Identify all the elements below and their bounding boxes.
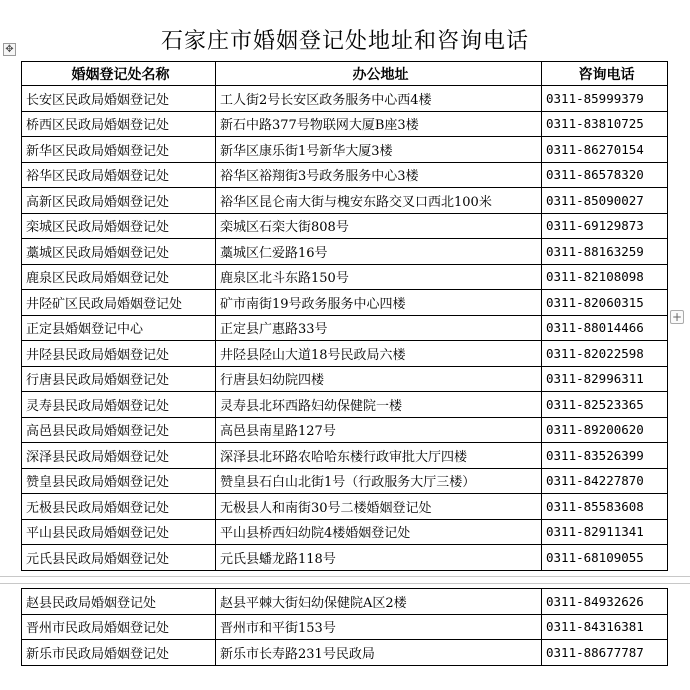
- cell-office-name: 鹿泉区民政局婚姻登记处: [22, 264, 216, 290]
- cell-address: 裕华区昆仑南大街与槐安东路交叉口西北100米: [216, 188, 542, 214]
- cell-phone: 0311-86578320: [542, 162, 668, 188]
- cell-phone: 0311-85583608: [542, 494, 668, 520]
- cell-phone: 0311-83526399: [542, 443, 668, 469]
- cell-address: 新石中路377号物联网大厦B座3楼: [216, 111, 542, 137]
- cell-phone: 0311-82911341: [542, 519, 668, 545]
- cell-phone: 0311-84227870: [542, 468, 668, 494]
- cell-office-name: 藁城区民政局婚姻登记处: [22, 239, 216, 265]
- cell-phone: 0311-68109055: [542, 545, 668, 571]
- cell-office-name: 长安区民政局婚姻登记处: [22, 86, 216, 112]
- table-row: [22, 264, 668, 290]
- cell-phone: 0311-88677787: [542, 640, 668, 666]
- cell-phone: 0311-83810725: [542, 111, 668, 137]
- table-row: [22, 468, 668, 494]
- table-row: [22, 417, 668, 443]
- registry-table-continued: [21, 588, 668, 666]
- cell-office-name: 栾城区民政局婚姻登记处: [22, 213, 216, 239]
- cell-address: 井陉县陉山大道18号民政局六楼: [216, 341, 542, 367]
- cell-office-name: 平山县民政局婚姻登记处: [22, 519, 216, 545]
- cell-address: 新华区康乐街1号新华大厦3楼: [216, 137, 542, 163]
- cell-address: 正定县广惠路33号: [216, 315, 542, 341]
- cell-office-name: 高邑县民政局婚姻登记处: [22, 417, 216, 443]
- cell-address: 平山县桥西妇幼院4楼婚姻登记处: [216, 519, 542, 545]
- cell-address: 高邑县南星路127号: [216, 417, 542, 443]
- cell-phone: 0311-85999379: [542, 86, 668, 112]
- header-name: 婚姻登记处名称: [22, 62, 216, 86]
- cell-office-name: 新华区民政局婚姻登记处: [22, 137, 216, 163]
- table-row: [22, 494, 668, 520]
- header-address: 办公地址: [216, 62, 542, 86]
- cell-office-name: 裕华区民政局婚姻登记处: [22, 162, 216, 188]
- cell-office-name: 正定县婚姻登记中心: [22, 315, 216, 341]
- cell-phone: 0311-82996311: [542, 366, 668, 392]
- table-row: [22, 111, 668, 137]
- table-row: [22, 392, 668, 418]
- cell-phone: 0311-89200620: [542, 417, 668, 443]
- cell-office-name: 赵县民政局婚姻登记处: [22, 589, 216, 615]
- cell-phone: 0311-82060315: [542, 290, 668, 316]
- cell-phone: 0311-82022598: [542, 341, 668, 367]
- table-move-handle-icon[interactable]: ✥: [3, 43, 16, 56]
- table-header-row: [22, 62, 668, 86]
- table-row: [22, 239, 668, 265]
- cell-phone: 0311-82523365: [542, 392, 668, 418]
- cell-address: 元氏县蟠龙路118号: [216, 545, 542, 571]
- document-title: 石家庄市婚姻登记处地址和咨询电话: [160, 29, 529, 54]
- cell-phone: 0311-82108098: [542, 264, 668, 290]
- cell-address: 灵寿县北环西路妇幼保健院一楼: [216, 392, 542, 418]
- cell-office-name: 井陉县民政局婚姻登记处: [22, 341, 216, 367]
- table-row: [22, 366, 668, 392]
- cell-address: 晋州市和平街153号: [216, 614, 542, 640]
- cell-address: 工人街2号长安区政务服务中心西4楼: [216, 86, 542, 112]
- table-row: [22, 86, 668, 112]
- cell-office-name: 晋州市民政局婚姻登记处: [22, 614, 216, 640]
- cell-office-name: 赞皇县民政局婚姻登记处: [22, 468, 216, 494]
- cell-office-name: 无极县民政局婚姻登记处: [22, 494, 216, 520]
- table-row: [22, 545, 668, 571]
- page-break-line: [0, 583, 690, 584]
- cell-office-name: 新乐市民政局婚姻登记处: [22, 640, 216, 666]
- page-break-line: [0, 576, 690, 577]
- cell-address: 栾城区石栾大街808号: [216, 213, 542, 239]
- cell-office-name: 行唐县民政局婚姻登记处: [22, 366, 216, 392]
- header-phone: 咨询电话: [542, 62, 668, 86]
- cell-phone: 0311-85090027: [542, 188, 668, 214]
- cell-address: 行唐县妇幼院四楼: [216, 366, 542, 392]
- table-row: [22, 614, 668, 640]
- cell-phone: 0311-88163259: [542, 239, 668, 265]
- table-row: [22, 162, 668, 188]
- table-row: [22, 213, 668, 239]
- table-row: [22, 443, 668, 469]
- table-row: [22, 589, 668, 615]
- cell-address: 无极县人和南街30号二楼婚姻登记处: [216, 494, 542, 520]
- table-row: [22, 519, 668, 545]
- table-row: [22, 341, 668, 367]
- cell-office-name: 深泽县民政局婚姻登记处: [22, 443, 216, 469]
- cell-address: 鹿泉区北斗东路150号: [216, 264, 542, 290]
- cell-office-name: 灵寿县民政局婚姻登记处: [22, 392, 216, 418]
- cell-phone: 0311-86270154: [542, 137, 668, 163]
- registry-table: [21, 61, 668, 571]
- cell-address: 矿市南街19号政务服务中心四楼: [216, 290, 542, 316]
- cell-phone: 0311-88014466: [542, 315, 668, 341]
- cell-address: 裕华区裕翔街3号政务服务中心3楼: [216, 162, 542, 188]
- table-row: [22, 640, 668, 666]
- table-row: [22, 290, 668, 316]
- table-row: [22, 315, 668, 341]
- cell-address: 赵县平棘大街妇幼保健院A区2楼: [216, 589, 542, 615]
- cell-address: 赞皇县石白山北街1号（行政服务大厅三楼）: [216, 468, 542, 494]
- cell-phone: 0311-69129873: [542, 213, 668, 239]
- cell-phone: 0311-84932626: [542, 589, 668, 615]
- cell-office-name: 高新区民政局婚姻登记处: [22, 188, 216, 214]
- table-row: [22, 188, 668, 214]
- cell-address: 新乐市长寿路231号民政局: [216, 640, 542, 666]
- cell-address: 藁城区仁爱路16号: [216, 239, 542, 265]
- cell-phone: 0311-84316381: [542, 614, 668, 640]
- cell-address: 深泽县北环路农哈哈东楼行政审批大厅四楼: [216, 443, 542, 469]
- cell-office-name: 元氏县民政局婚姻登记处: [22, 545, 216, 571]
- cell-office-name: 桥西区民政局婚姻登记处: [22, 111, 216, 137]
- cell-office-name: 井陉矿区民政局婚姻登记处: [22, 290, 216, 316]
- table-row: [22, 137, 668, 163]
- add-column-icon[interactable]: +: [671, 310, 683, 324]
